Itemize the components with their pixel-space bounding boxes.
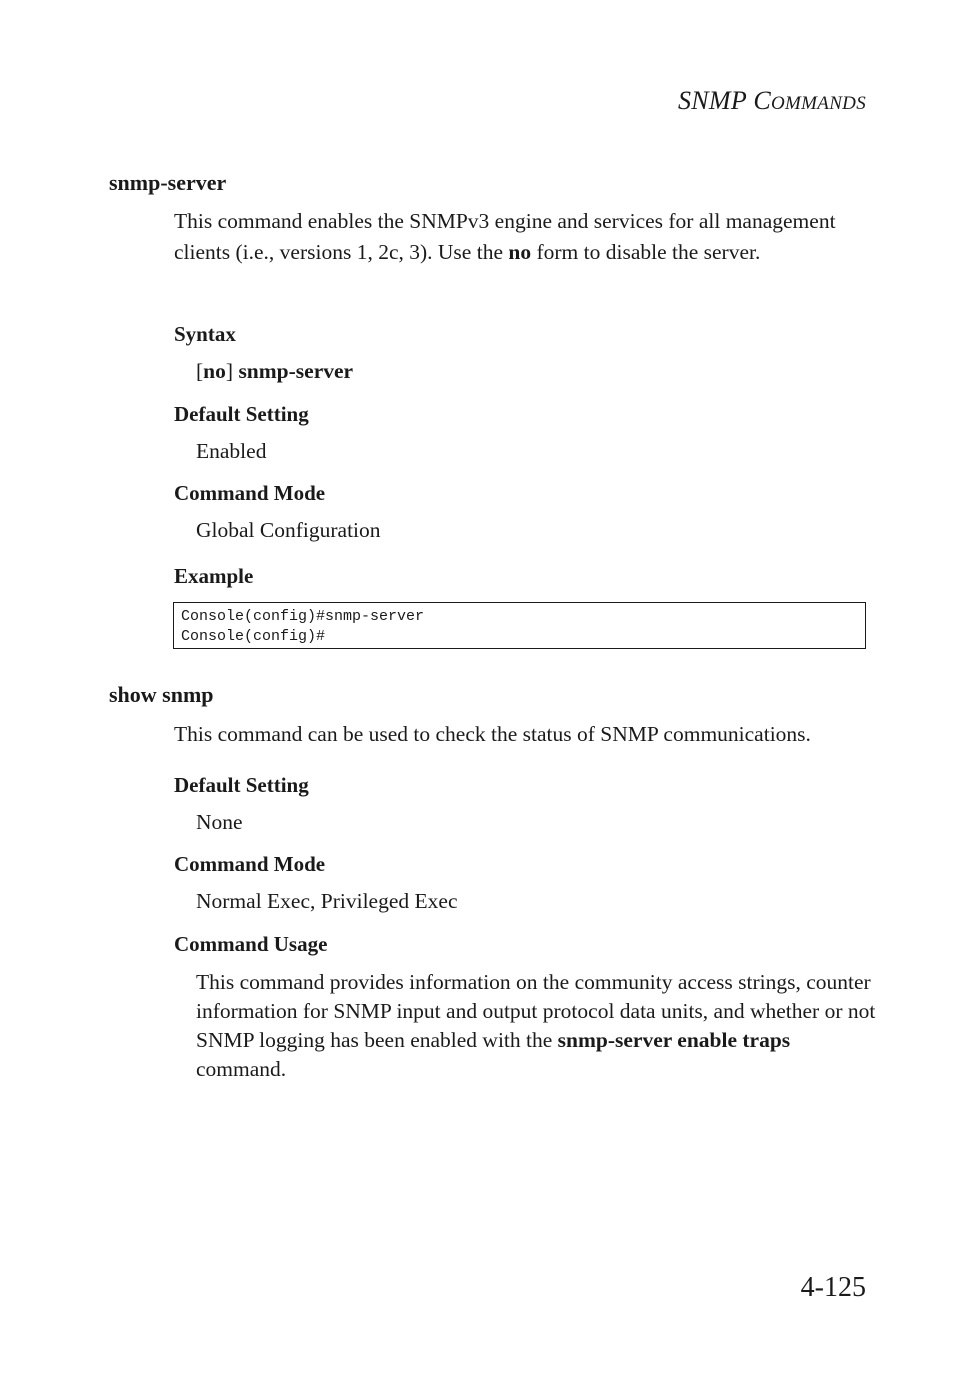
default-setting-heading: Default Setting [174, 773, 309, 797]
command-usage-text: This command provides information on the community access strings, counter information for SNMP input and output protocol data units, and whether or not SNMP logging has been enabled with the snmp-server enable traps command. [196, 970, 876, 1081]
example-code-box [173, 602, 866, 649]
command-mode-heading: Command Mode [174, 481, 326, 505]
section-title-snmp-server: snmp-server [109, 170, 227, 195]
show-snmp-description: This command can be used to check the status of SNMP communications. [174, 722, 811, 746]
code-line: Console(config)# [181, 628, 326, 645]
command-usage-heading: Command Usage [174, 932, 328, 956]
command-mode-heading: Command Mode [174, 852, 326, 876]
default-setting-value: Enabled [196, 439, 267, 463]
default-setting-value: None [196, 810, 243, 834]
page-number: 4-125 [800, 1272, 866, 1303]
syntax-heading: Syntax [174, 322, 236, 346]
default-setting-heading: Default Setting [174, 402, 309, 426]
command-mode-value: Normal Exec, Privileged Exec [196, 889, 458, 913]
command-mode-value: Global Configuration [196, 518, 381, 542]
snmp-server-description: This command enables the SNMPv3 engine and services for all management clients (i.e., versions 1, 2c, 3). Use the no form to disable the server. [174, 209, 836, 264]
syntax-value: [no] snmp-server [196, 359, 354, 383]
running-header: SNMP COMMANDS [677, 86, 866, 115]
example-heading: Example [174, 564, 254, 588]
section-title-show-snmp: show snmp [109, 682, 214, 707]
code-line: Console(config)#snmp-server [181, 608, 425, 625]
